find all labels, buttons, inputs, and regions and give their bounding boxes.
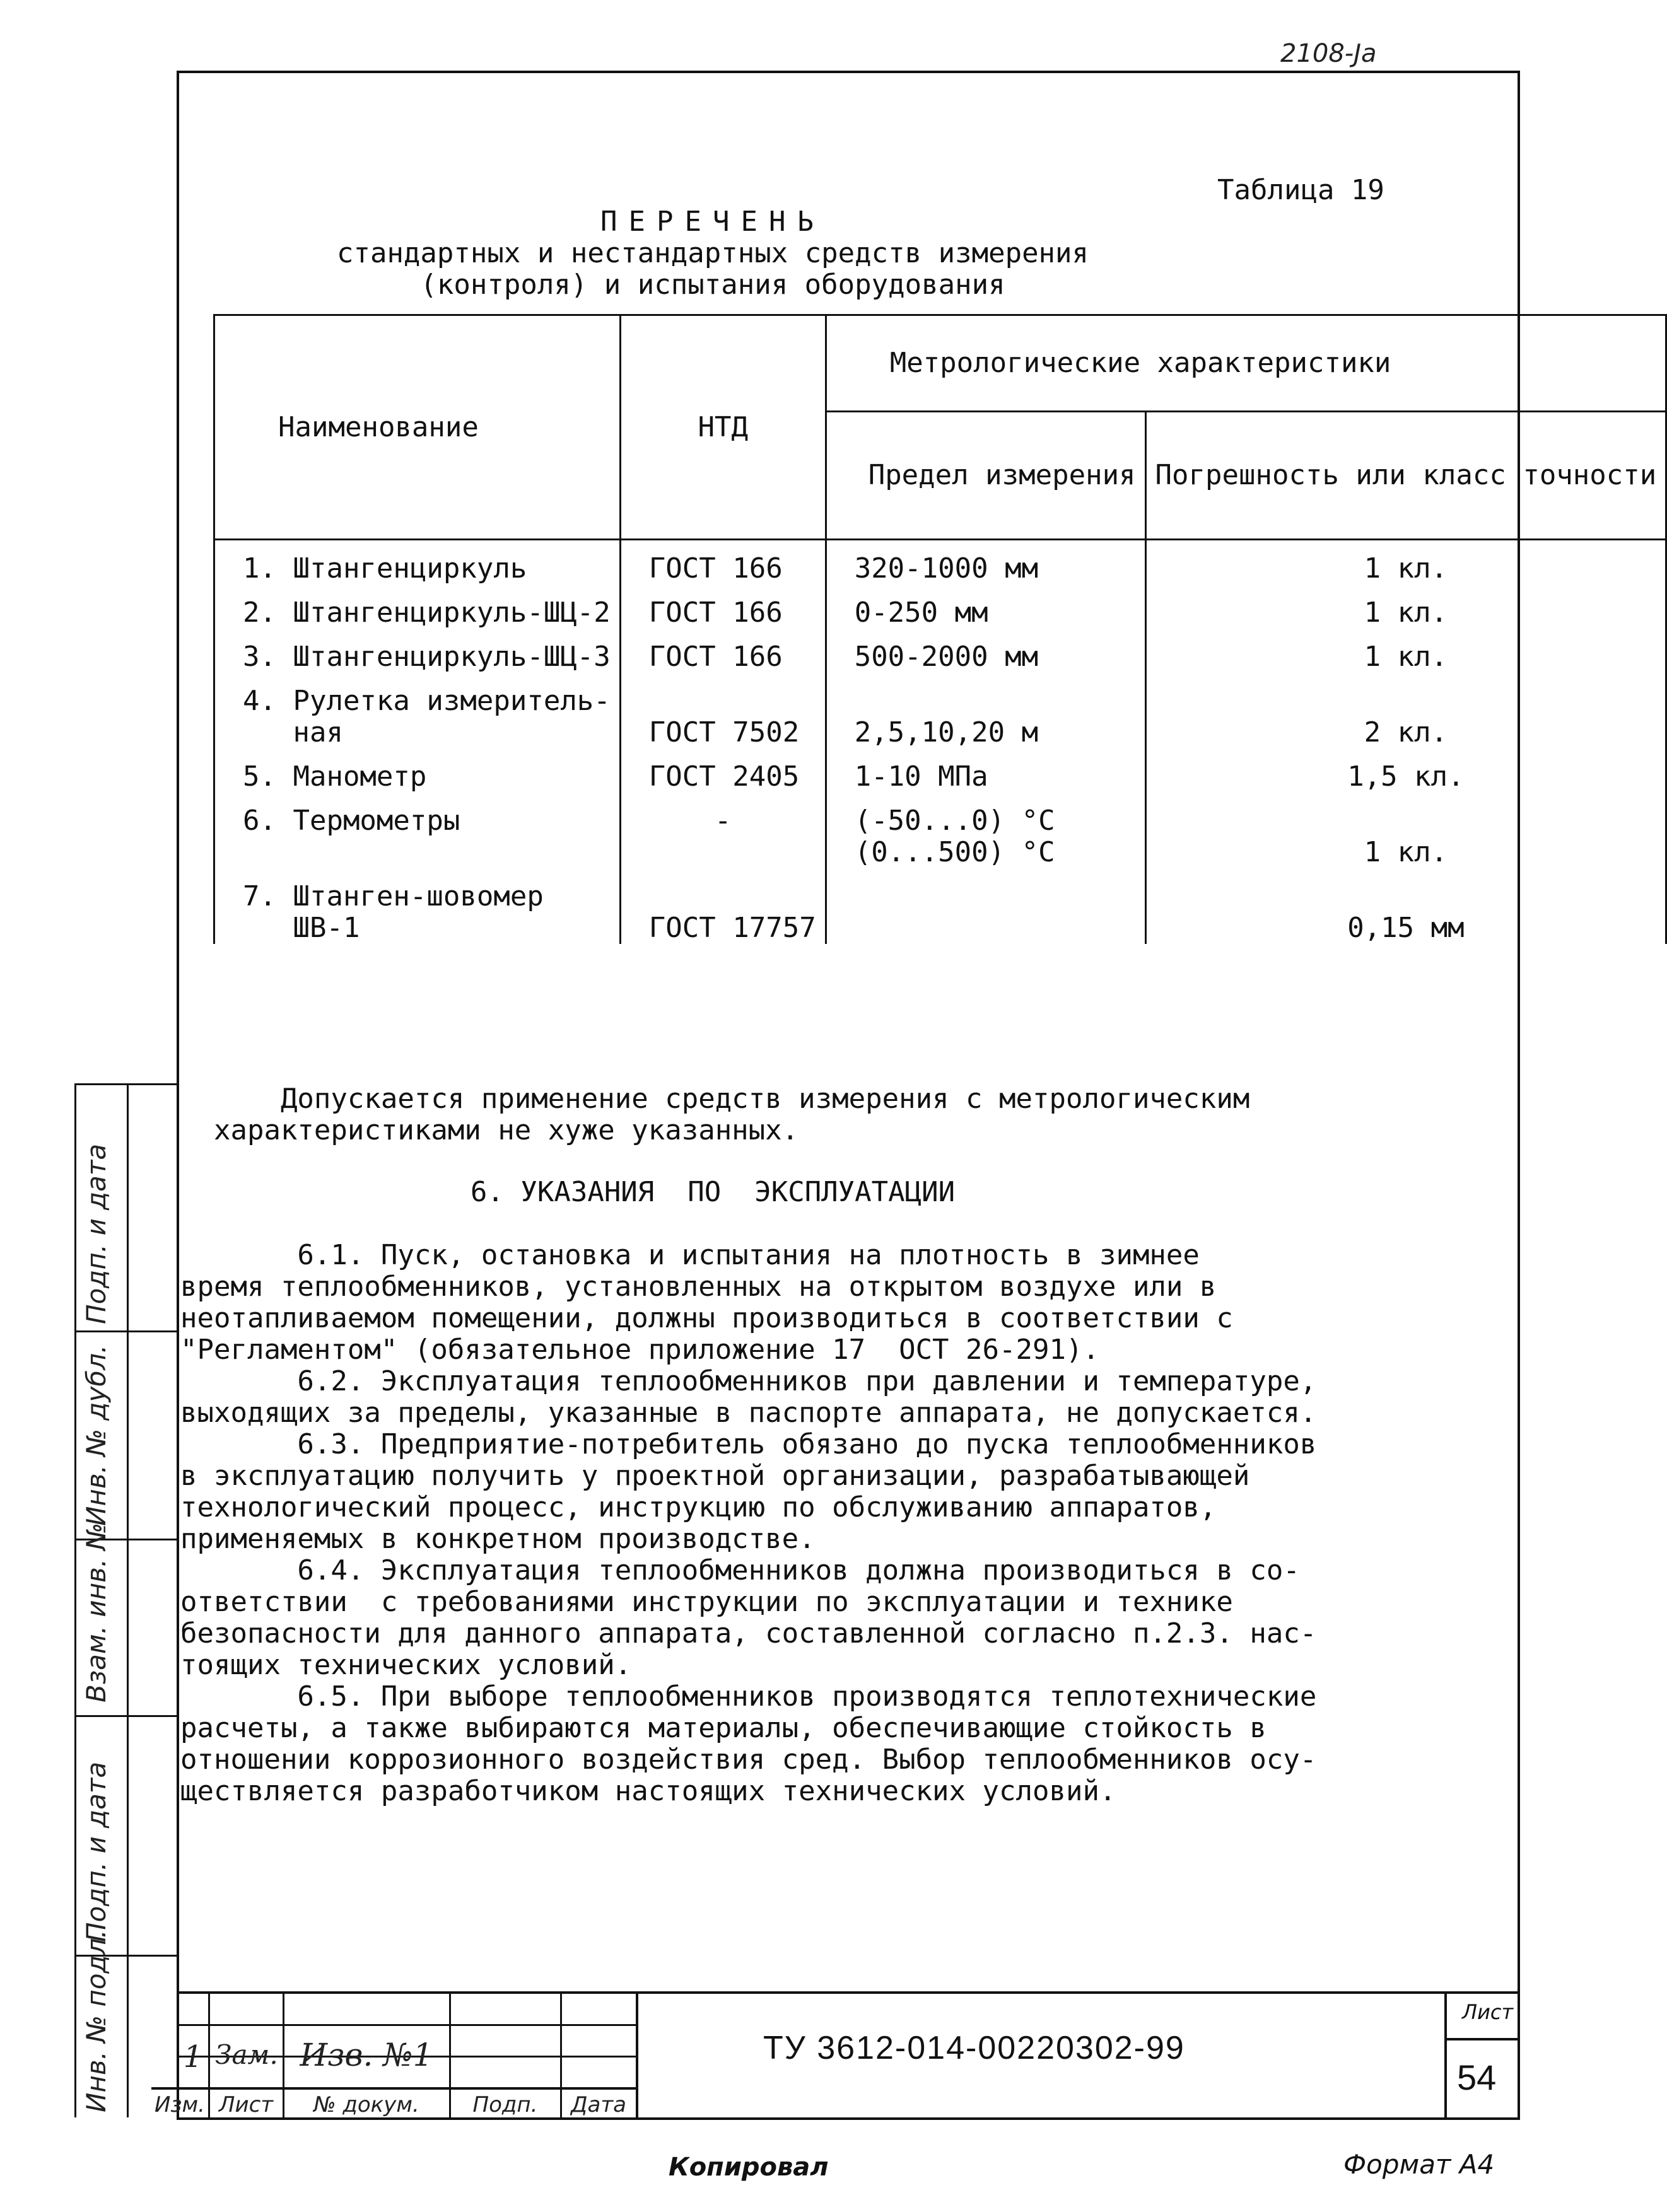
table-row (214, 793, 1666, 868)
table-row (214, 748, 1666, 793)
row-accuracy: 1 кл. (1145, 629, 1666, 673)
table-row (214, 629, 1666, 673)
stamp-label-sign: Подп. (472, 2092, 538, 2117)
row-limit: 0-250 мм (826, 585, 1145, 629)
stamp-line (283, 1991, 284, 2120)
paragraph-6-1: 6.1. Пуск, остановка и испытания на плотность в зимнее время теплообменников, установленных на открытом воздухе или в неотапливаемом помещении, должны производиться в соответствии с "Регламентом" (обязательное приложение 17 ОСТ 26-291). (180, 1239, 1233, 1366)
row-ntd: - (620, 793, 826, 868)
row-limit: 500-2000 мм (826, 629, 1145, 673)
paragraph-6-3: 6.3. Предприятие-потребитель обязано до пуска теплообменников в эксплуатацию получить у проектной организации, разрабатывающей технологический процесс, инструкцию по обслуживанию аппаратов, применяемых в конкретном производстве. (180, 1428, 1317, 1555)
row-accuracy: 1 кл. (1145, 793, 1666, 868)
list-title: ПЕРЕЧЕНЬ (600, 206, 825, 238)
list-subtitle-line2: (контроля) и испытания оборудования (420, 269, 1005, 301)
top-document-number: 2108-Ja (1280, 39, 1377, 68)
copied-by-label: Копировал (669, 2153, 829, 2182)
stamp-label-date: Дата (570, 2092, 627, 2117)
row-ntd: ГОСТ 2405 (620, 748, 826, 793)
change-number: 1 (183, 2039, 203, 2075)
change-sheet: Зам. (215, 2039, 278, 2070)
row-limit (826, 868, 1145, 944)
side-divider (74, 1715, 177, 1717)
stamp-label-list: Лист (218, 2092, 274, 2117)
row-limit: 1-10 МПа (826, 748, 1145, 793)
row-name: 7. Штанген-шовомер ШВ-1 (214, 868, 621, 944)
table-number-label: Таблица 19 (1217, 174, 1384, 206)
side-divider (74, 1083, 177, 1085)
table-row (214, 585, 1666, 629)
stamp-line (636, 1991, 638, 2120)
header-metrological: Метрологические характеристики (826, 315, 1666, 412)
change-document: Изв. №1 (300, 2037, 433, 2073)
row-name: 1. Штангенциркуль (214, 540, 621, 585)
list-subtitle-line1: стандартных и нестандартных средств измерения (336, 237, 1089, 269)
row-name: 6. Термометры (214, 793, 621, 868)
header-accuracy: Погрешность или класс точности (1145, 412, 1666, 540)
side-label-sign-date-2: Подп. и дата (81, 1761, 112, 1942)
section-heading: 6. УКАЗАНИЯ ПО ЭКСПЛУАТАЦИИ (470, 1176, 956, 1208)
header-ntd: НТД (620, 315, 826, 540)
row-accuracy: 0,15 мм (1145, 868, 1666, 944)
side-label-replace-inv: Взам. инв. № (81, 1522, 112, 1703)
row-name: 2. Штангенциркуль-ШЦ-2 (214, 585, 621, 629)
row-limit: (-50...0) °C (0...500) °C (826, 793, 1145, 868)
paragraph-6-5: 6.5. При выборе теплообменников производятся теплотехнические расчеты, а также выбираются материалы, обеспечивающие стойкость в отношении коррозионного воздействия сред. Выбор теплообменников осу- ществляется разработчиком настоящих технических условий. (180, 1680, 1317, 1807)
row-accuracy: 1,5 кл. (1145, 748, 1666, 793)
row-ntd: ГОСТ 166 (620, 629, 826, 673)
table-row (214, 868, 1666, 944)
row-accuracy: 1 кл. (1145, 540, 1666, 585)
sheet-box-divider (1444, 2038, 1520, 2040)
stamp-line (560, 1991, 562, 2120)
row-ntd: ГОСТ 17757 (620, 868, 826, 944)
row-name: 5. Манометр (214, 748, 621, 793)
row-ntd: ГОСТ 166 (620, 540, 826, 585)
format-label: Формат А4 (1343, 2149, 1495, 2180)
row-limit: 320-1000 мм (826, 540, 1145, 585)
header-limit: Предел измерения (826, 412, 1145, 540)
table-row (214, 540, 1666, 585)
table-note: Допускается применение средств измерения с метрологическим характеристиками не хуже указанных. (213, 1083, 1250, 1146)
stamp-label-doc: № докум. (313, 2092, 419, 2117)
paragraph-6-2: 6.2. Эксплуатация теплообменников при давлении и температуре, выходящих за пределы, указанные в паспорте аппарата, не допускается. (180, 1365, 1317, 1429)
side-strip-column (125, 1083, 178, 2117)
header-name: Наименование (214, 315, 621, 540)
row-limit: 2,5,10,20 м (826, 673, 1145, 748)
stamp-line (449, 1991, 451, 2120)
table-row (214, 673, 1666, 748)
stamp-line (177, 2024, 637, 2026)
row-ntd: ГОСТ 7502 (620, 673, 826, 748)
row-name: 3. Штангенциркуль-ШЦ-3 (214, 629, 621, 673)
sheet-number: 54 (1457, 2058, 1497, 2097)
document-code: ТУ 3612-014-00220302-99 (763, 2030, 1185, 2066)
row-name: 4. Рулетка измеритель- ная (214, 673, 621, 748)
row-ntd: ГОСТ 166 (620, 585, 826, 629)
measurement-tools-table (213, 314, 1667, 944)
row-accuracy: 1 кл. (1145, 585, 1666, 629)
stamp-label-izm: Изм. (155, 2092, 205, 2117)
side-divider (74, 1330, 177, 1332)
stamp-line (151, 2087, 637, 2090)
sheet-label: Лист (1462, 2000, 1514, 2024)
side-label-orig-inv: Инв. № подл. (81, 1930, 112, 2112)
side-label-dup-inv: Инв. № дубл. (81, 1344, 112, 1526)
paragraph-6-4: 6.4. Эксплуатация теплообменников должна производиться в со- ответствии с требованиями инструкции по эксплуатации и технике безопасности для данного аппарата, составленной согласно п.2.3. нас- тоящих технических условий. (180, 1554, 1317, 1681)
side-label-sign-date: Подп. и дата (81, 1143, 112, 1324)
row-accuracy: 2 кл. (1145, 673, 1666, 748)
